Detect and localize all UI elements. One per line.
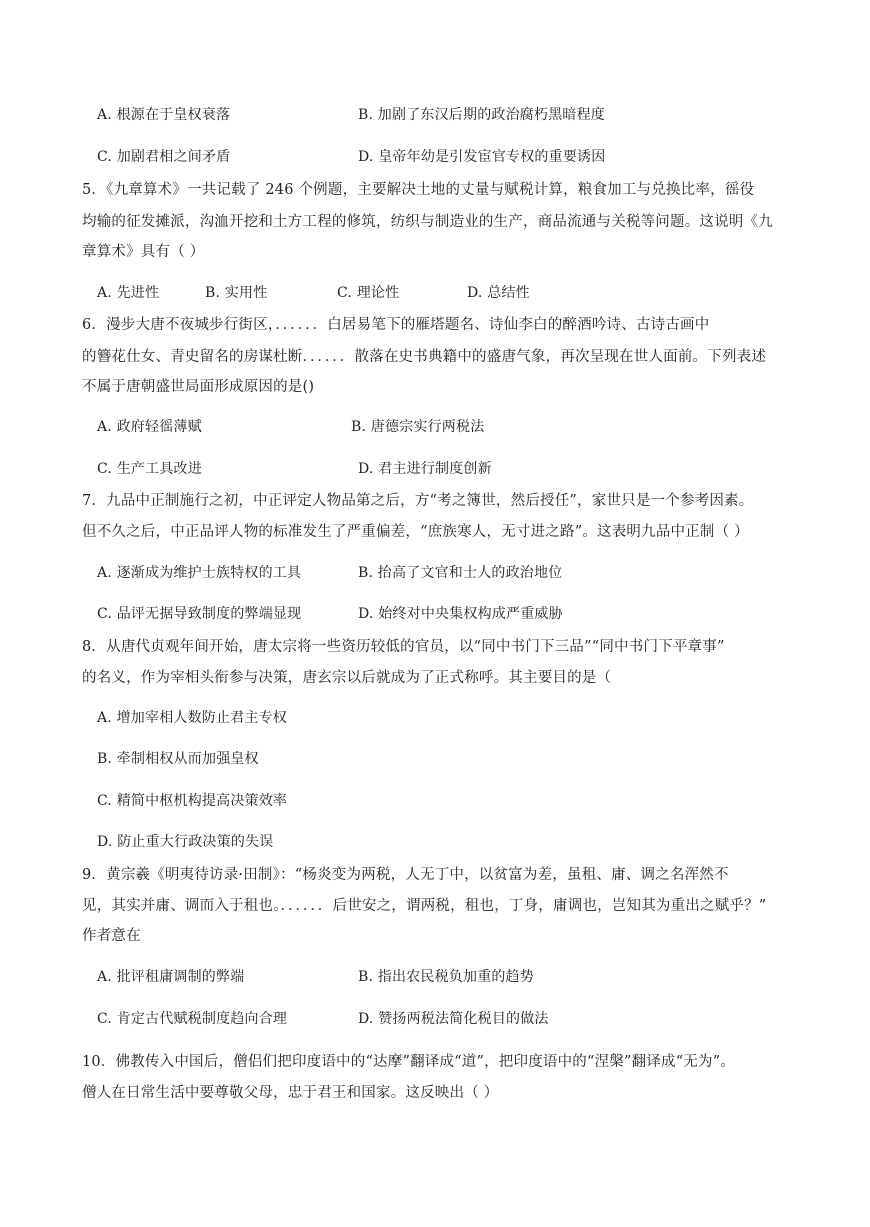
q6-option-c: C. 生产工具改进	[97, 461, 202, 477]
q9-option-b: B. 指出农民税负加重的趋势	[358, 969, 534, 985]
q6-option-a: A. 政府轻徭薄赋	[97, 419, 202, 435]
q8-option-c: C. 精简中枢机构提高决策效率	[97, 793, 288, 809]
q10-stem-line-2: 僧人在日常生活中要尊敬父母，忠于君王和国家。这反映出（ ）	[82, 1085, 499, 1101]
q7-option-a: A. 逐渐成为维护士族特权的工具	[97, 565, 302, 581]
q9-stem-line-1: 9．黄宗羲《明夷待访录·田制》：“杨炎变为两税，人无丁中，以贫富为差，虽租、庸、调之名浑然不	[82, 867, 729, 883]
q7-option-b: B. 抬高了文官和士人的政治地位	[358, 565, 563, 581]
q7-option-c: C. 品评无据导致制度的弊端显现	[97, 606, 302, 622]
q8-option-d: D. 防止重大行政决策的失误	[97, 834, 274, 850]
q5-option-a: A. 先进性	[97, 285, 160, 301]
q4-option-d: D. 皇帝年幼是引发宦官专权的重要诱因	[358, 149, 606, 165]
q7-stem-line-2: 但不久之后，中正品评人物的标准发生了严重偏差，“庶族寒人，无寸进之路”。这表明九品中正制（ ）	[82, 524, 749, 540]
q5-option-c: C. 理论性	[337, 285, 400, 301]
q8-option-b: B. 牵制相权从而加强皇权	[97, 751, 259, 767]
q4-option-c: C. 加剧君相之间矛盾	[97, 149, 231, 165]
q6-stem-line-1: 6．漫步大唐不夜城步行街区，．．．．．．白居易笔下的雁塔题名、诗仙李白的醉酒吟诗、古诗古画中	[82, 317, 710, 333]
q4-option-b: B. 加剧了东汉后期的政治腐朽黑暗程度	[358, 107, 605, 123]
q8-stem-line-2: 的名义，作为宰相头衔参与决策，唐玄宗以后就成为了正式称呼。其主要目的是（	[82, 670, 612, 686]
q6-option-b: B. 唐德宗实行两税法	[351, 419, 485, 435]
q8-option-a: A. 增加宰相人数防止君主专权	[97, 710, 288, 726]
q6-stem-line-3: 不属于唐朝盛世局面形成原因的是()	[82, 379, 315, 395]
q9-option-a: A. 批评租庸调制的弊端	[97, 969, 245, 985]
q7-stem-line-1: 7．九品中正制施行之初，中正评定人物品第之后，方“考之簿世，然后授任”，家世只是一个参考因素。	[82, 493, 754, 509]
q5-stem-line-2: 均输的征发摊派，沟洫开挖和土方工程的修筑，纺织与制造业的生产，商品流通与关税等问题。这说明《九	[82, 214, 773, 230]
q9-option-c: C. 肯定古代赋税制度趋向合理	[97, 1011, 288, 1027]
q5-option-d: D. 总结性	[467, 285, 530, 301]
q5-stem-line-1: 5．《九章算术》一共记载了 246 个例题，主要解决土地的丈量与赋税计算，粮食加工与兑换比率，徭役	[82, 182, 755, 198]
q9-stem-line-2: 见，其实并庸、调而入于租也。．．．．．．后世安之，谓两税，租也，丁身，庸调也，岂知其为重出之赋乎？”	[82, 898, 767, 914]
q5-option-b: B. 实用性	[205, 285, 268, 301]
q6-stem-line-2: 的簪花仕女、青史留名的房谋杜断．．．．．．散落在史书典籍中的盛唐气象，再次呈现在世人面前。下列表述	[82, 349, 767, 365]
q10-stem-line-1: 10．佛教传入中国后，僧侣们把印度语中的“达摩”翻译成“道”，把印度语中的“涅槃”翻译成“无为”。	[82, 1054, 736, 1070]
q9-stem-line-3: 作者意在	[82, 928, 141, 944]
q5-stem-line-3: 章算术》具有（ ）	[82, 244, 205, 260]
q4-option-a: A. 根源在于皇权衰落	[97, 107, 231, 123]
q7-option-d: D. 始终对中央集权构成严重威胁	[358, 606, 563, 622]
q8-stem-line-1: 8．从唐代贞观年间开始，唐太宗将一些资历较低的官员，以“同中书门下三品”“同中书门下平章事”	[82, 639, 725, 655]
q6-option-d: D. 君主进行制度创新	[358, 461, 492, 477]
q9-option-d: D. 赞扬两税法简化税目的做法	[358, 1011, 549, 1027]
